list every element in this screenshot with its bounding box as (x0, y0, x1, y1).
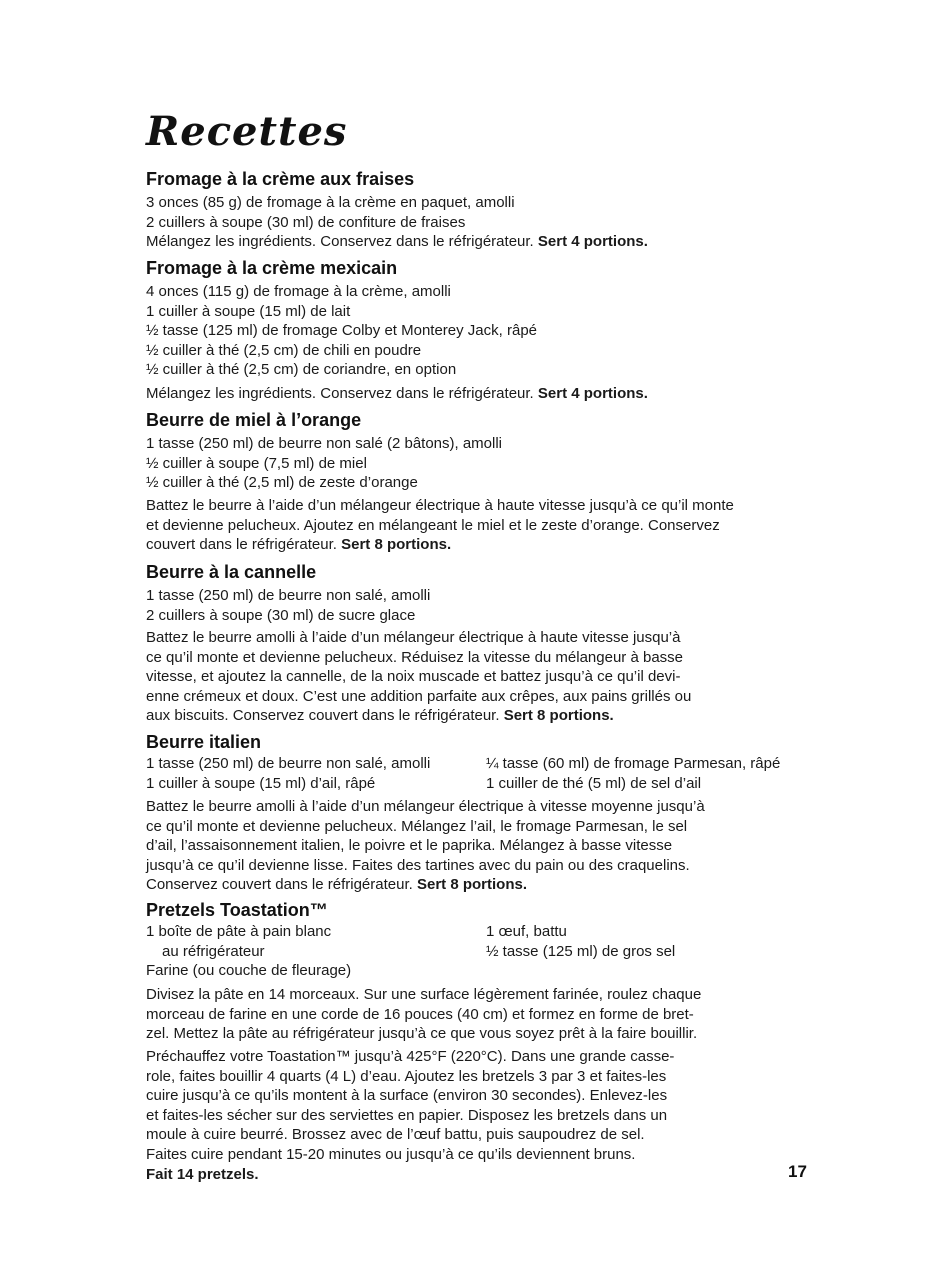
ingredient-line: 2 cuillers à soupe (30 ml) de confiture de fraises (146, 213, 466, 231)
ingredient-line: 1 tasse (250 ml) de beurre non salé, amolli (146, 587, 431, 604)
recipe-title: Beurre à la cannelle (146, 562, 317, 582)
servings: Sert 4 portions. (537, 233, 648, 250)
instruction-line (146, 706, 816, 726)
instruction-line (146, 875, 816, 895)
instruction-line: ce qu’il monte et devienne pelucheux. Réduisez la vitesse du mélangeur à basse (146, 648, 683, 666)
instructions-text: Mélangez les ingrédients. Conservez dans le réfrigérateur. (146, 385, 534, 402)
instruction-line: Battez le beurre amolli à l’aide d’un mélangeur électrique à haute vitesse jusqu’à (146, 629, 681, 646)
ingredient-line: 4 onces (115 g) de fromage à la crème, amolli (146, 283, 451, 300)
ingredient-line: Farine (ou couche de fleurage) (146, 962, 352, 980)
ingredient-line: 1 cuiller à soupe (15 ml) de lait (146, 302, 351, 320)
page-title: Recettes (146, 108, 348, 155)
ingredient-list (146, 922, 826, 981)
ingredient-list (146, 434, 816, 493)
ingredient-row (146, 922, 826, 942)
ingredient-line: 1 œuf, battu (486, 923, 567, 940)
ingredient-line: 1 tasse (250 ml) de beurre non salé (2 bâtons), amolli (146, 435, 503, 452)
recipe-title: Pretzels Toastation™ (146, 900, 328, 920)
ingredient-list (146, 586, 816, 625)
instruction-line: cuire jusqu’à ce qu’ils montent à la surface (environ 30 secondes). Enlevez-les (146, 1087, 668, 1105)
recipe-title: Fromage à la crème aux fraises (146, 169, 415, 189)
ingredient-line: 2 cuillers à soupe (30 ml) de sucre glace (146, 606, 416, 624)
ingredient-line: ¼ tasse (60 ml) de fromage Parmesan, râpé (486, 755, 781, 772)
ingredient-list (146, 282, 816, 380)
servings: Sert 4 portions. (537, 385, 648, 402)
instruction-line: role, faites bouillir 4 quarts (4 L) d’eau. Ajoutez les bretzels 3 par 3 et faites-les (146, 1067, 667, 1085)
instruction-text: couvert dans le réfrigérateur. (146, 536, 337, 554)
instructions-part-1 (146, 985, 816, 1044)
servings: Sert 8 portions. (503, 707, 614, 725)
instruction-text: aux biscuits. Conservez couvert dans le réfrigérateur. (146, 707, 500, 725)
instructions (146, 797, 816, 895)
ingredient-line: ½ cuiller à soupe (7,5 ml) de miel (146, 454, 367, 472)
instruction-line: et faites-les sécher sur des serviettes en papier. Disposez les bretzels dans un (146, 1106, 668, 1124)
instructions-part-2 (146, 1047, 816, 1184)
instructions (146, 628, 816, 726)
ingredient-line: ½ cuiller à thé (2,5 ml) de zeste d’orange (146, 474, 418, 492)
servings-line (146, 1165, 816, 1185)
ingredient-line: 1 cuiller de thé (5 ml) de sel d’ail (486, 774, 702, 792)
ingredient-row (146, 942, 826, 962)
recipe-title: Fromage à la crème mexicain (146, 258, 398, 278)
instruction-line: Faites cuire pendant 15-20 minutes ou jusqu’à ce qu’ils deviennent bruns. (146, 1145, 636, 1163)
recipe-title: Beurre italien (146, 732, 262, 752)
instruction-line: Battez le beurre à l’aide d’un mélangeur électrique à haute vitesse jusqu’à ce qu’il monte (146, 497, 734, 514)
ingredient-line: ½ tasse (125 ml) de gros sel (486, 942, 676, 960)
page-number: 17 (788, 1162, 807, 1181)
instructions (146, 496, 816, 555)
ingredient-line: ½ cuiller à thé (2,5 cm) de chili en poudre (146, 341, 422, 359)
instruction-line: moule à cuire beurré. Brossez avec de l’œuf battu, puis saupoudrez de sel. (146, 1126, 645, 1144)
ingredient-row (146, 774, 826, 794)
instruction-line: vitesse, et ajoutez la cannelle, de la noix muscade et battez jusqu’à ce qu’il devi- (146, 668, 681, 686)
instruction-text: Conservez couvert dans le réfrigérateur. (146, 876, 413, 894)
instruction-line: zel. Mettez la pâte au réfrigérateur jusqu’à ce que vous soyez prêt à la faire bouillir. (146, 1025, 698, 1043)
ingredient-line: 3 onces (85 g) de fromage à la crème en paquet, amolli (146, 194, 515, 211)
ingredient-row (146, 754, 826, 774)
ingredient-list (146, 754, 826, 793)
instruction-line (146, 535, 816, 555)
servings: Sert 8 portions. (416, 876, 528, 894)
instruction-line: ce qu’il monte et devienne pelucheux. Mélangez l’ail, le fromage Parmesan, le sel (146, 817, 688, 835)
ingredient-line: au réfrigérateur (162, 942, 265, 960)
servings: Sert 8 portions. (341, 536, 452, 554)
instructions (146, 232, 816, 252)
instruction-line: enne crémeux et doux. C’est une addition parfaite aux crêpes, aux pains grillés ou (146, 687, 692, 705)
ingredient-line: 1 cuiller à soupe (15 ml) d’ail, râpé (146, 774, 376, 792)
instruction-line: d’ail, l’assaisonnement italien, le poivre et le paprika. Mélangez à basse vitesse (146, 837, 673, 855)
ingredient-line: 1 boîte de pâte à pain blanc (146, 923, 332, 940)
ingredient-list (146, 193, 816, 232)
instruction-line: Préchauffez votre Toastation™ jusqu’à 425°F (220°C). Dans une grande casse- (146, 1048, 675, 1065)
ingredient-line: ½ cuiller à thé (2,5 cm) de coriandre, en option (146, 361, 457, 379)
servings: Fait 14 pretzels. (146, 1165, 259, 1183)
ingredient-line: 1 tasse (250 ml) de beurre non salé, amolli (146, 755, 431, 772)
instruction-line: Divisez la pâte en 14 morceaux. Sur une surface légèrement farinée, roulez chaque (146, 986, 702, 1003)
instructions-text: Mélangez les ingrédients. Conservez dans le réfrigérateur. (146, 233, 534, 250)
instruction-line: et devienne pelucheux. Ajoutez en mélangeant le miel et le zeste d’orange. Conservez (146, 516, 720, 534)
instruction-line: morceau de farine en une corde de 16 pouces (40 cm) et formez en forme de bret- (146, 1005, 694, 1023)
ingredient-line: ½ tasse (125 ml) de fromage Colby et Monterey Jack, râpé (146, 322, 538, 340)
recipe-title: Beurre de miel à l’orange (146, 410, 362, 430)
instructions (146, 384, 816, 404)
instruction-line: jusqu’à ce qu’il devienne lisse. Faites des tartines avec du pain ou des craquelins. (146, 856, 690, 874)
instruction-line: Battez le beurre amolli à l’aide d’un mélangeur électrique à vitesse moyenne jusqu’à (146, 798, 705, 815)
ingredient-row (146, 961, 826, 981)
